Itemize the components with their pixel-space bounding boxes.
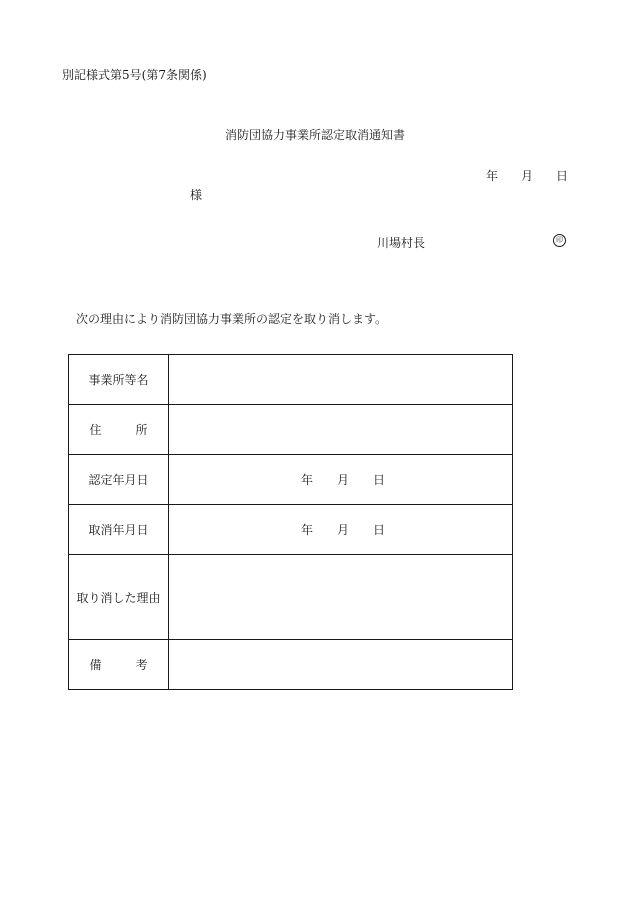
notice-statement: 次の理由により消防団協力事業所の認定を取り消します。 <box>76 312 388 326</box>
value-certification-date <box>169 455 513 505</box>
label-text: 取り消した理由 <box>76 590 161 605</box>
form-number: 別記様式第5号(第7条関係) <box>62 68 207 82</box>
label-remarks <box>69 640 169 690</box>
label-business-name <box>69 355 169 405</box>
month-label: 月 <box>337 473 350 487</box>
day-label: 日 <box>373 523 386 537</box>
date-year-label: 年 <box>486 169 499 183</box>
label-text: 取消年月日 <box>88 523 149 537</box>
label-text: 事業所等名 <box>88 373 149 387</box>
table-row-address <box>69 405 513 455</box>
label-cancellation-date <box>69 505 169 555</box>
document-title: 消防団協力事業所認定取消通知書 <box>224 128 405 142</box>
issuer-name: 川場村長 <box>377 236 426 250</box>
label-text: 備考 <box>89 658 148 672</box>
cancellation-details-table <box>68 354 513 690</box>
value-remarks <box>169 640 513 690</box>
year-label: 年 <box>301 523 314 537</box>
addressee-suffix: 様 <box>190 188 203 202</box>
table-row-business-name <box>69 355 513 405</box>
table-row-cancellation-date <box>69 505 513 555</box>
value-business-name <box>169 355 513 405</box>
label-certification-date <box>69 455 169 505</box>
value-reason <box>169 555 513 640</box>
value-address <box>169 405 513 455</box>
table-row-remarks <box>69 640 513 690</box>
date-day-label: 日 <box>556 169 569 183</box>
table-row-certification-date <box>69 455 513 505</box>
label-text: 住所 <box>89 423 148 437</box>
seal-mark: 印 <box>553 234 566 247</box>
label-text: 認定年月日 <box>88 473 149 487</box>
label-address <box>69 405 169 455</box>
month-label: 月 <box>337 523 350 537</box>
label-reason <box>69 555 169 640</box>
date-month-label: 月 <box>521 169 534 183</box>
table-row-reason <box>69 555 513 640</box>
day-label: 日 <box>373 473 386 487</box>
value-cancellation-date <box>169 505 513 555</box>
year-label: 年 <box>301 473 314 487</box>
